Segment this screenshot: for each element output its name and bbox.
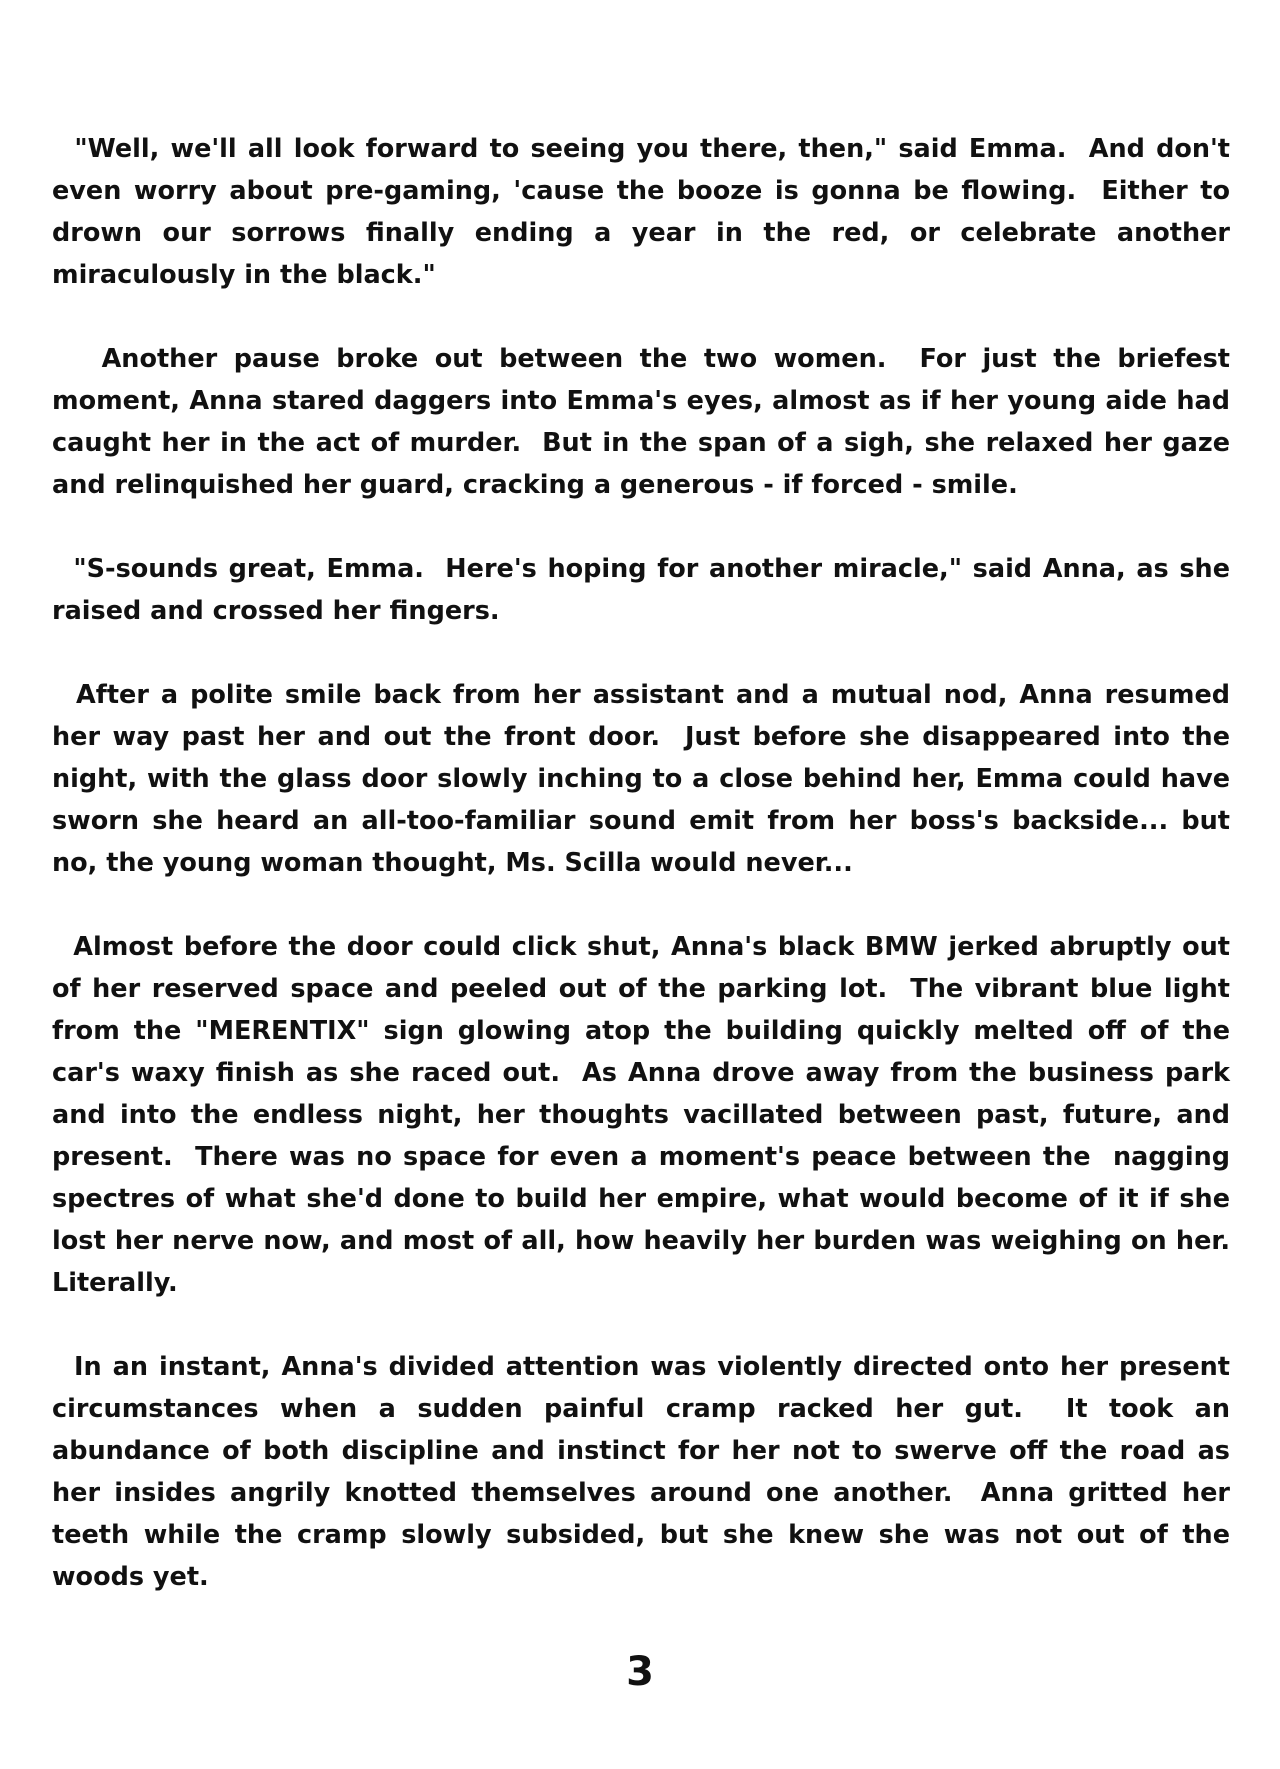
paragraph-1: "Well, we'll all look forward to seeing you there, then," said Emma. And don't even worry about pre-gaming, 'cause the booze is gonna be flowing. Either to drown our sorrows finally ending a year in the red, or celebrate another miraculously in the black.": [52, 134, 1239, 290]
paragraph-2: Another pause broke out between the two women. For just the briefest moment, Anna stared daggers into Emma's eyes, almost as if her young aide had caught her in the act of murder. But in the span of a sigh, she relaxed her gaze and relinquished her guard, cracking a generous - if forced - smile.: [52, 344, 1239, 500]
paragraph-3: "S-sounds great, Emma. Here's hoping for another miracle," said Anna, as she raised and crossed her fingers.: [52, 554, 1239, 626]
paragraph-5: Almost before the door could click shut, Anna's black BMW jerked abruptly out of her reserved space and peeled out of the parking lot. The vibrant blue light from the "MERENTIX" sign glowing atop the building quickly melted off of the car's waxy finish as she raced out. As Anna drove away from the business park and into the endless night, her thoughts vacillated between past, future, and present. There was no space for even a moment's peace between the nagging spectres of what she'd done to build her empire, what would become of it if she lost her nerve now, and most of all, how heavily her burden was weighing on her. Literally.: [52, 932, 1248, 1298]
page-number: 3: [626, 1649, 654, 1695]
story-text: [52, 128, 1248, 1598]
paragraph-4: After a polite smile back from her assistant and a mutual nod, Anna resumed her way past her and out the front door. Just before she disappeared into the night, with the glass door slowly inching to a close behind her, Emma could have sworn she heard an all-too-familiar sound emit from her boss's backside... but no, the young woman thought, Ms. Scilla would never...: [52, 680, 1239, 878]
paragraph-6: In an instant, Anna's divided attention was violently directed onto her present circumstances when a sudden painful cramp racked her gut. It took an abundance of both discipline and instinct for her not to swerve off the road as her insides angrily knotted themselves around one another. Anna gritted her teeth while the cramp slowly subsided, but she knew she was not out of the woods yet.: [52, 1352, 1239, 1592]
